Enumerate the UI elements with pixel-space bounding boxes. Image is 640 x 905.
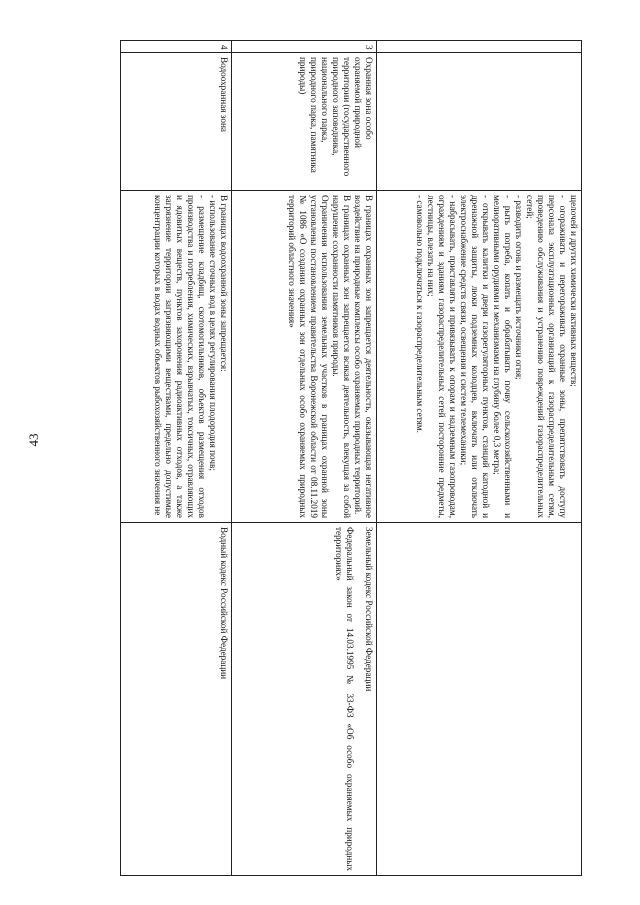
restriction-paragraph: - огораживать и перегораживать охранные зоны, препятствовать доступу персонала эксплуатационных организаций к газораспределительным сетям, проведению обслуживания и устранению повреждений газораспределительных сетей;: [524, 195, 568, 518]
restriction-paragraph: - размещение кладбищ, скотомогильников, объектов размещения отходов производства и потребления, химических, взрывчатых, токсичных, отравляющих и ядовитых веществ, пунктов захоронения радиоактивных отходов, а также загрязнение территории загрязняющими веществами, предельно допустимые концентрации которых в водах водных объектов рыбохозяйственного значения не: [152, 195, 207, 518]
zone-name-cell: Водоохранная зона: [121, 53, 232, 191]
restrictions-cell: [121, 191, 232, 523]
table-row: [377, 41, 582, 876]
restrictions-cell: [377, 191, 582, 523]
legal-basis-paragraph: Федеральный закон от 14.03.1995 № 33-ФЗ «Об особо охраняемых природных территориях»: [333, 527, 355, 871]
restriction-paragraph: щелочей и других химически активных веществ;: [569, 195, 579, 387]
legal-basis-paragraph: Водный кодекс Российской Федерации: [219, 527, 229, 680]
table-row: [121, 41, 232, 876]
restriction-paragraph: - самовольно подключаться к газораспределительным сетям.: [414, 195, 425, 433]
restriction-paragraph: В границах водоохранной зоны запрещается:: [219, 195, 229, 372]
table-row: [232, 41, 377, 876]
restriction-paragraph: В границах охранных зон запрещается деятельность, оказывающая негативное воздействие на природные комплексы особо охраняемых природных территорий.: [352, 195, 374, 518]
restriction-paragraph: В границах охранных зон запрещается всякая деятельность, влекущая за собой нарушение сохранности памятников природы.: [330, 195, 352, 518]
legal-basis-cell: [121, 523, 232, 876]
paragraph-gap: [355, 527, 363, 871]
legal-basis-cell: [232, 523, 377, 876]
restriction-paragraph: - разводить огонь и размещать источники огня;: [513, 195, 524, 380]
page-number: 43: [26, 433, 41, 447]
restrictions-table: [120, 40, 582, 876]
legal-basis-paragraph: Земельный кодекс Российской Федерации: [364, 527, 374, 692]
restriction-paragraph: - открывать калитки и двери газорегуляторных пунктов, станций катодной и дренажной защиты, люки подземных колодцев, включать или отключать электроснабжение средств связи, освещения и систем телемеханики;: [458, 195, 491, 518]
row-number-cell: 3: [232, 41, 377, 53]
restriction-paragraph: Ограничения использования земельных участков в границах охранной зоны установлены постановлением правительства Воронежской области от 08.11.2019 № 1086 «О создании охранных зон отдельных особо охраняемых природных территорий областного значения»: [286, 195, 330, 518]
legal-basis-cell: [377, 523, 582, 876]
zone-name-cell: Охранная зона особо охраняемой природной территории (государственного природного заповедника, национального парка, природного парка, памятника природы): [232, 53, 377, 191]
restriction-paragraph: - использование сточных вод в целях регулирования плодородия почв;: [207, 195, 218, 471]
restriction-paragraph: - набрасывать, приставлять и привязывать к опорам и надземным газопроводам, ограждениям и зданиям газораспределительных сетей посторонние предметы, лестницы, влезать на них;: [425, 195, 458, 518]
zone-name-cell: [377, 53, 582, 191]
restriction-paragraph: - рыть погреба, копать и обрабатывать почву сельскохозяйственными и мелиоративными орудиями и механизмами на глубину более 0,3 метра;: [491, 195, 513, 518]
restrictions-cell: [232, 191, 377, 523]
landscape-sheet: [82, 40, 582, 875]
row-number-cell: [377, 41, 582, 53]
row-number-cell: 4: [121, 41, 232, 53]
